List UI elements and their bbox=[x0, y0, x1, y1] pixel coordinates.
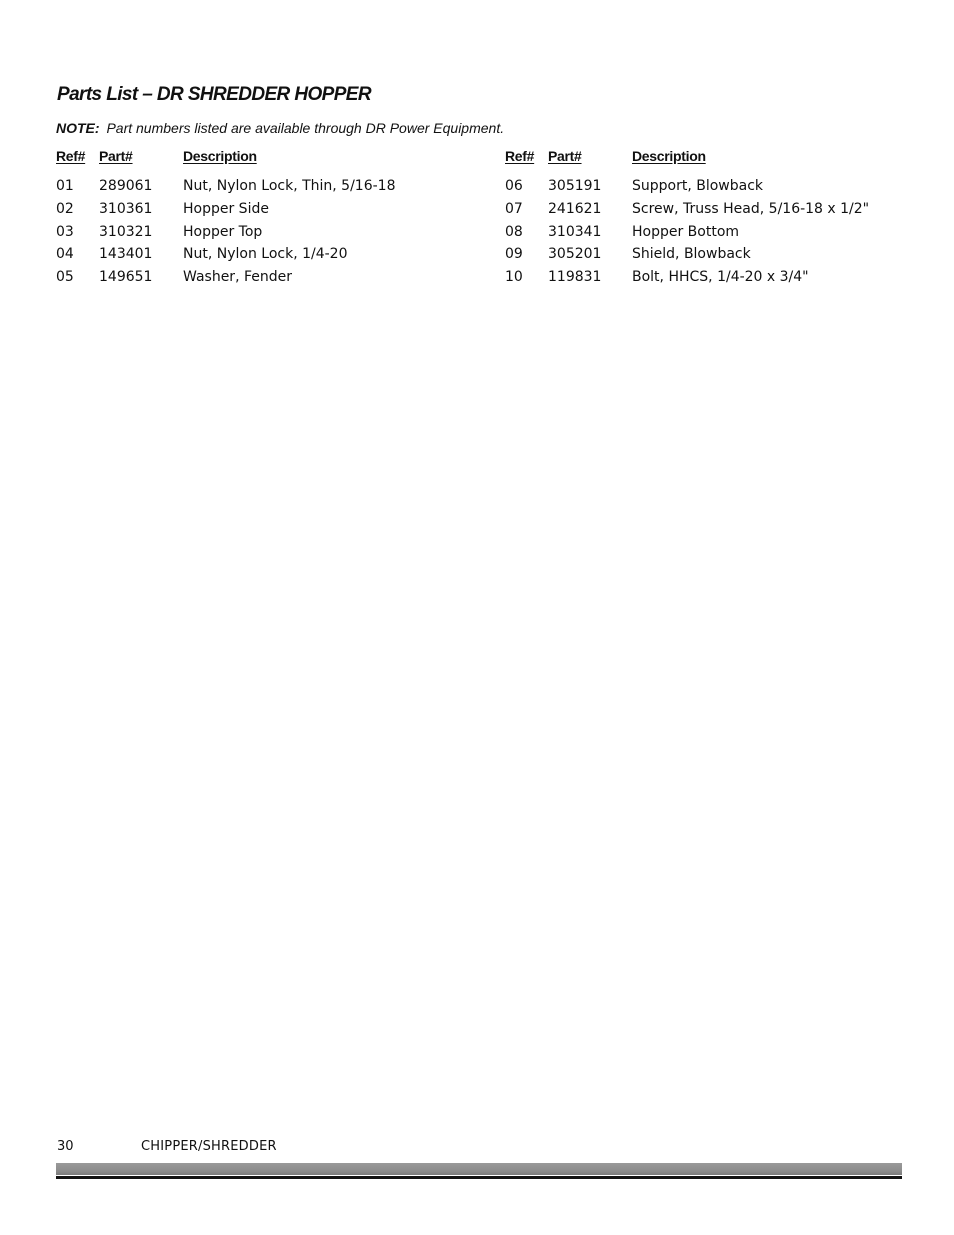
description-cell: Shield, Blowback bbox=[632, 246, 751, 263]
table-header bbox=[56, 147, 476, 169]
table-row bbox=[56, 223, 476, 246]
header-part: Part# bbox=[548, 148, 582, 164]
description-cell: Screw, Truss Head, 5/16-18 x 1/2" bbox=[632, 200, 870, 217]
description-cell: Nut, Nylon Lock, Thin, 5/16-18 bbox=[183, 178, 396, 194]
part-number-cell: 143401 bbox=[99, 246, 153, 263]
table-row bbox=[505, 177, 925, 200]
ref-cell: 09 bbox=[505, 246, 523, 263]
description-cell: Support, Blowback bbox=[632, 178, 764, 194]
part-number-cell: 289061 bbox=[99, 178, 153, 194]
table-row bbox=[505, 245, 925, 268]
ref-cell: 06 bbox=[505, 178, 523, 194]
description-cell: Hopper Top bbox=[183, 223, 263, 240]
part-number-cell: 305191 bbox=[548, 178, 602, 194]
ref-cell: 01 bbox=[56, 178, 74, 194]
footer-rule bbox=[56, 1176, 902, 1179]
ref-cell: 02 bbox=[56, 200, 74, 217]
part-number-cell: 310361 bbox=[99, 200, 153, 217]
table-header bbox=[505, 147, 925, 169]
ref-cell: 04 bbox=[56, 246, 74, 263]
header-ref: Ref# bbox=[505, 148, 535, 164]
part-number-cell: 241621 bbox=[548, 200, 602, 217]
table-row bbox=[505, 200, 925, 223]
description-cell: Hopper Bottom bbox=[632, 223, 740, 240]
part-number-cell: 310341 bbox=[548, 223, 602, 240]
ref-cell: 08 bbox=[505, 223, 523, 240]
part-number-cell: 310321 bbox=[99, 223, 153, 240]
header-ref: Ref# bbox=[56, 148, 86, 164]
header-description: Description bbox=[632, 148, 706, 164]
table-row bbox=[56, 245, 476, 268]
page-number: 30 bbox=[57, 1139, 74, 1154]
header-description: Description bbox=[183, 148, 257, 164]
parts-table-right bbox=[505, 147, 925, 291]
footer-section-title: CHIPPER/SHREDDER bbox=[141, 1139, 277, 1154]
table-row bbox=[505, 223, 925, 246]
table-row bbox=[56, 268, 476, 291]
table-row bbox=[505, 268, 925, 291]
part-number-cell: 149651 bbox=[99, 269, 153, 285]
table-row bbox=[56, 177, 476, 200]
description-cell: Bolt, HHCS, 1/4-20 x 3/4" bbox=[632, 269, 809, 285]
page-title: Parts List – DR SHREDDER HOPPER bbox=[57, 84, 371, 105]
ref-cell: 05 bbox=[56, 269, 74, 285]
part-number-cell: 119831 bbox=[548, 269, 602, 285]
description-cell: Washer, Fender bbox=[183, 269, 292, 285]
ref-cell: 10 bbox=[505, 269, 523, 285]
ref-cell: 07 bbox=[505, 200, 523, 217]
note-label: NOTE: bbox=[56, 120, 100, 136]
part-number-cell: 305201 bbox=[548, 246, 602, 263]
description-cell: Nut, Nylon Lock, 1/4-20 bbox=[183, 246, 348, 263]
note-text: Part numbers listed are available through DR Power Equipment. bbox=[106, 120, 505, 136]
ref-cell: 03 bbox=[56, 223, 74, 240]
footer-bar bbox=[56, 1163, 902, 1175]
note bbox=[56, 120, 504, 136]
parts-table-left bbox=[56, 147, 476, 291]
description-cell: Hopper Side bbox=[183, 200, 269, 217]
table-row bbox=[56, 200, 476, 223]
header-part: Part# bbox=[99, 148, 133, 164]
